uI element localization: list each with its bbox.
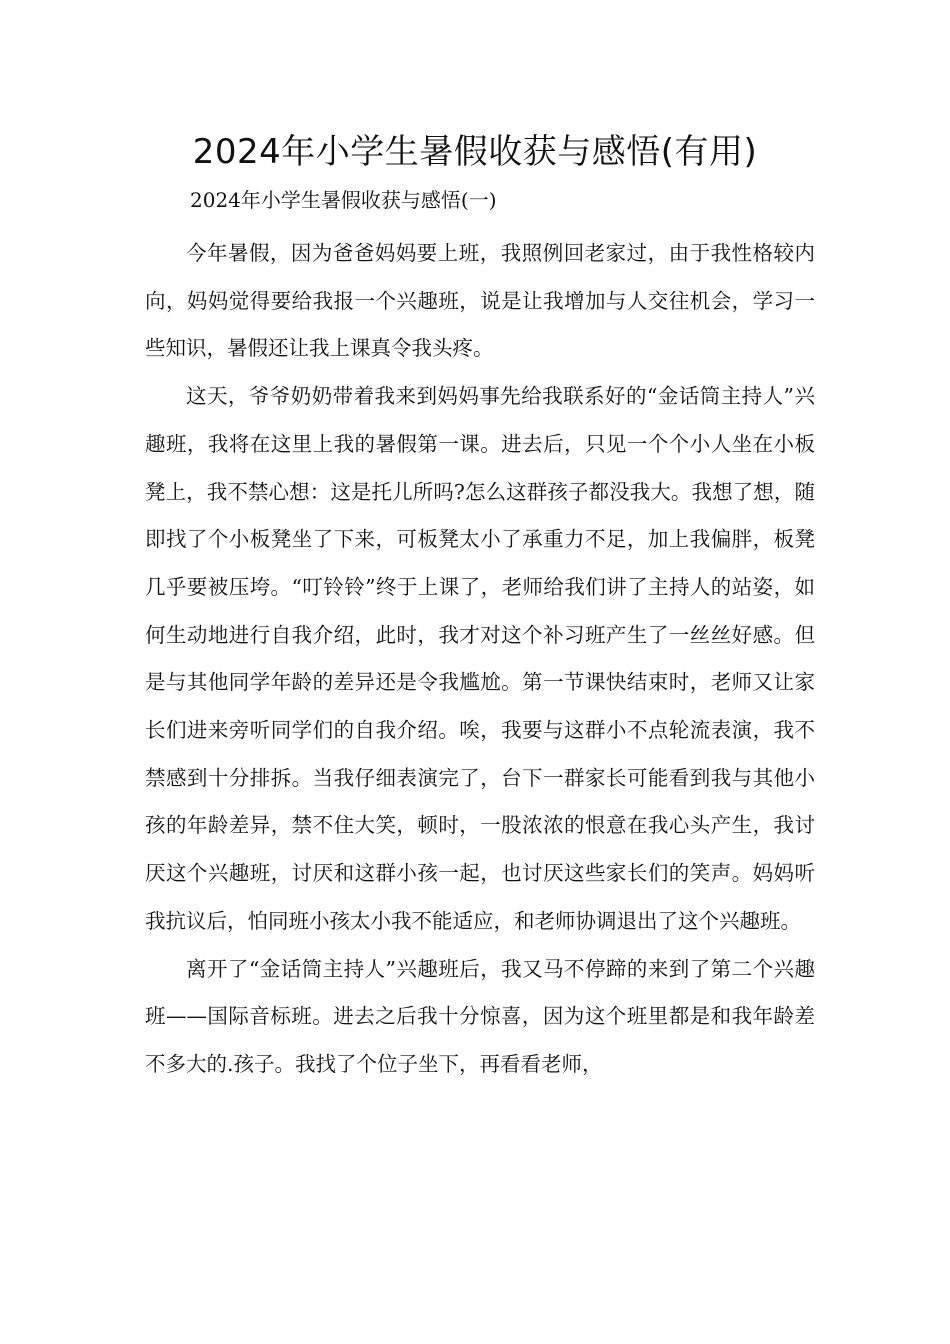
document-body [145, 230, 815, 1089]
document-title: 2024年小学生暑假收获与感悟(有用) [192, 132, 758, 172]
paragraph: 离开了“金话筒主持人”兴趣班后，我又马不停蹄的来到了第二个兴趣班——国际音标班。进去之后我十分惊喜，因为这个班里都是和我年龄差不多大的.孩子。我找了个位子坐下，再看看老师， [145, 956, 815, 1076]
paragraph: 今年暑假，因为爸爸妈妈要上班，我照例回老家过，由于我性格较内向，妈妈觉得要给我报一个兴趣班，说是让我增加与人交往机会，学习一些知识，暑假还让我上课真令我头疼。 [145, 241, 815, 361]
document-subtitle: 2024年小学生暑假收获与感悟(一) [190, 188, 497, 212]
paragraph: 这天，爷爷奶奶带着我来到妈妈事先给我联系好的“金话筒主持人”兴趣班，我将在这里上我的暑假第一课。进去后，只见一个个小人坐在小板凳上，我不禁心想：这是托儿所吗?怎么这群孩子都没我大。我想了想，随即找了个小板凳坐了下来，可板凳太小了承重力不足，加上我偏胖，板凳几乎要被压垮。“叮铃铃”终于上课了，老师给我们讲了主持人的站姿，如何生动地进行自我介绍，此时，我才对这个补习班产生了一丝丝好感。但是与其他同学年龄的差异还是令我尴尬。第一节课快结束时，老师又让家长们进来旁听同学们的自我介绍。唉，我要与这群小不点轮流表演，我不禁感到十分排拆。当我仔细表演完了，台下一群家长可能看到我与其他小孩的年龄差异，禁不住大笑，顿时，一股浓浓的恨意在我心头产生，我讨厌这个兴趣班，讨厌和这群小孩一起，也讨厌这些家长们的笑声。妈妈听我抗议后，怕同班小孩太小我不能适应，和老师协调退出了这个兴趣班。 [145, 384, 815, 933]
